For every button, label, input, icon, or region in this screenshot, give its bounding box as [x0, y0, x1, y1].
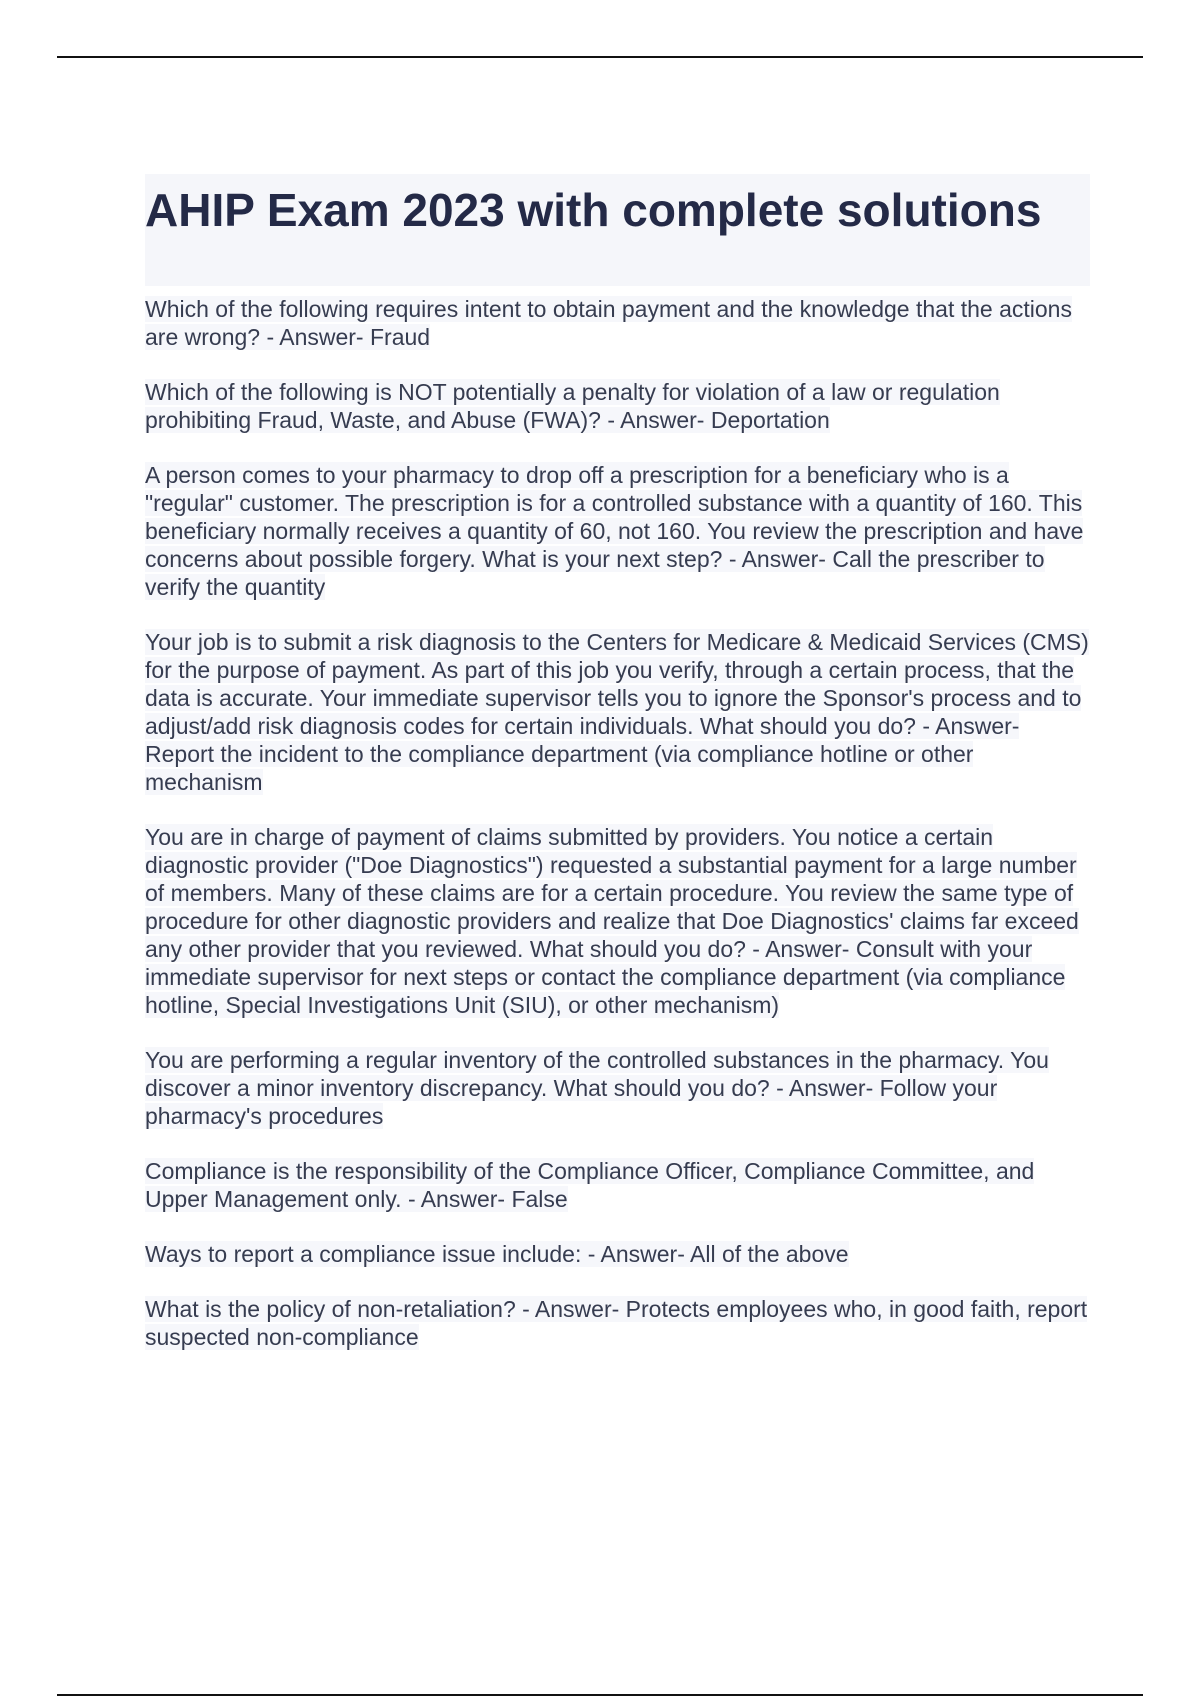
document-body — [145, 174, 1090, 1378]
qa-item — [145, 1046, 1090, 1130]
bottom-rule — [57, 1694, 1143, 1696]
qa-text: Compliance is the responsibility of the Compliance Officer, Compliance Committee, and Upper Management only. - Answer- False — [145, 1158, 1035, 1212]
qa-text: Which of the following requires intent to obtain payment and the knowledge that the actions are wrong? - Answer- Fraud — [145, 296, 1072, 350]
qa-item — [145, 1157, 1090, 1213]
qa-list — [145, 295, 1090, 1351]
qa-item — [145, 378, 1090, 434]
qa-text: Which of the following is NOT potentially a penalty for violation of a law or regulation prohibiting Fraud, Waste, and Abuse (FWA)? - Answer- Deportation — [145, 379, 1000, 433]
qa-item — [145, 461, 1090, 601]
qa-item — [145, 823, 1090, 1019]
top-rule — [57, 56, 1143, 58]
page-title: AHIP Exam 2023 with complete solutions — [145, 184, 1042, 236]
qa-item — [145, 295, 1090, 351]
qa-text: Ways to report a compliance issue include: - Answer- All of the above — [145, 1241, 849, 1267]
qa-item — [145, 628, 1090, 796]
qa-item — [145, 1240, 1090, 1268]
qa-text: You are performing a regular inventory of the controlled substances in the pharmacy. You discover a minor inventory discrepancy. What should you do? - Answer- Follow your pharmacy's procedures — [145, 1047, 1049, 1129]
qa-item — [145, 1295, 1090, 1351]
qa-text: What is the policy of non-retaliation? - Answer- Protects employees who, in good faith, report suspected non-compliance — [145, 1296, 1088, 1350]
qa-text: Your job is to submit a risk diagnosis to the Centers for Medicare & Medicaid Services (CMS) for the purpose of payment. As part of this job you verify, through a certain process, that the data is accurate. Your immediate supervisor tells you to ignore the Sponsor's process and to adjust/add risk diagnosis codes for certain individuals. What should you do? - Answer- Report the incident to the compliance department (via compliance hotline or other mechanism — [145, 629, 1089, 795]
qa-text: A person comes to your pharmacy to drop off a prescription for a beneficiary who is a "regular" customer. The prescription is for a controlled substance with a quantity of 160. This beneficiary normally receives a quantity of 60, not 160. You review the prescription and have concerns about possible forgery. What is your next step? - Answer- Call the prescriber to verify the quantity — [145, 462, 1084, 600]
title-band — [145, 174, 1090, 286]
qa-text: You are in charge of payment of claims submitted by providers. You notice a certain diagnostic provider ("Doe Diagnostics") requested a substantial payment for a large number of members. Many of these claims are for a certain procedure. You review the same type of procedure for other diagnostic providers and realize that Doe Diagnostics' claims far exceed any other provider that you reviewed. What should you do? - Answer- Consult with your immediate supervisor for next steps or contact the compliance department (via compliance hotline, Special Investigations Unit (SIU), or other mechanism) — [145, 824, 1079, 1018]
